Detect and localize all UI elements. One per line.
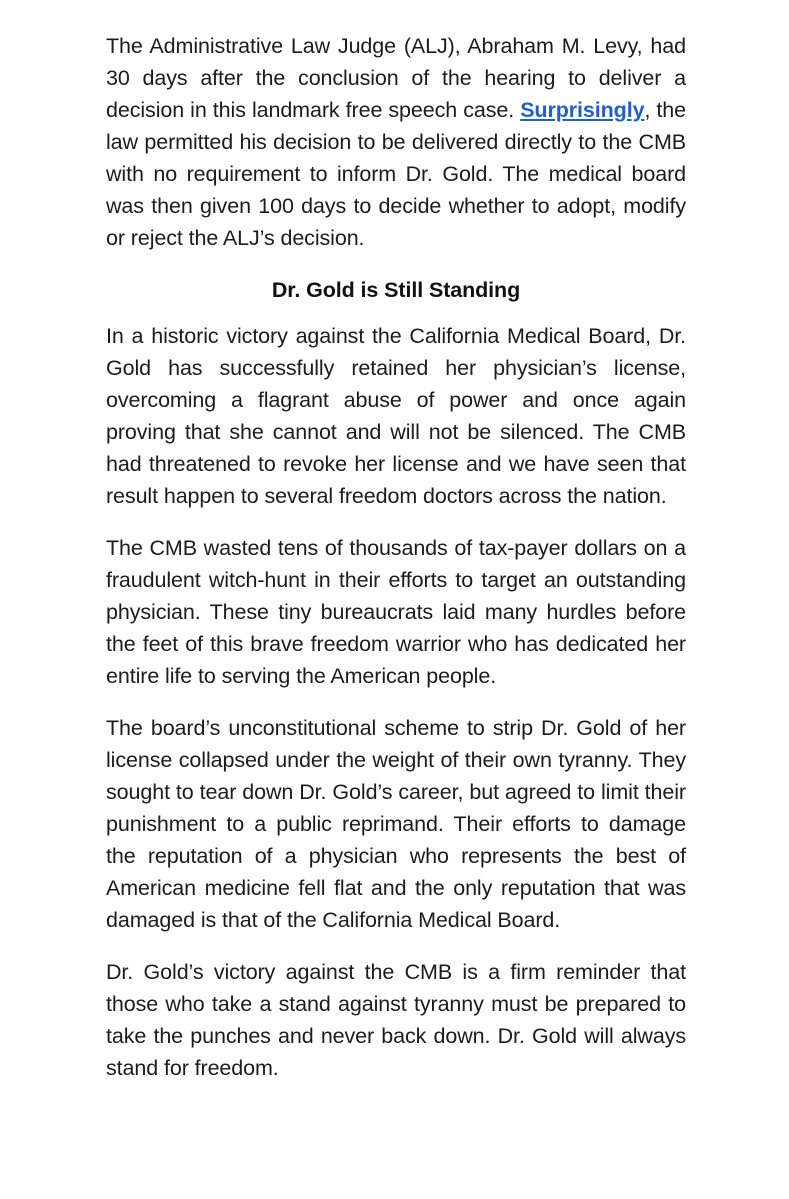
section-heading: Dr. Gold is Still Standing bbox=[271, 278, 521, 302]
paragraph-alj-decision bbox=[106, 30, 686, 254]
paragraph-firm-reminder: Dr. Gold’s victory against the CMB is a firm reminder that those who take a stand against tyranny must be prepared to take the punches and never back down. Dr. Gold will always stand for freedom. bbox=[106, 960, 686, 1080]
paragraph-text: The Administrative Law Judge (ALJ), Abraham M. Levy, had 30 days after the conclusion of the hearing to deliver a decision in this landmark free speech case. bbox=[106, 34, 686, 122]
paragraph-cmb-wasted: The CMB wasted tens of thousands of tax-payer dollars on a fraudulent witch-hunt in their efforts to target an outstanding physician. These tiny bureaucrats laid many hurdles before the feet of this brave freedom warrior who has dedicated her entire life to serving the American people. bbox=[106, 536, 686, 688]
article-body bbox=[106, 30, 686, 1104]
paragraph-text: , the law permitted his decision to be delivered directly to the CMB with no requirement to inform Dr. Gold. The medical board was then given 100 days to decide whether to adopt, modify or reject the ALJ’s decision. bbox=[106, 98, 686, 250]
surprisingly-link[interactable]: Surprisingly bbox=[520, 98, 645, 122]
paragraph-board-scheme: The board’s unconstitutional scheme to strip Dr. Gold of her license collapsed under the weight of their own tyranny. They sought to tear down Dr. Gold’s career, but agreed to limit their punishment to a public reprimand. Their efforts to damage the reputation of a physician who represents the best of American medicine fell flat and the only reputation that was damaged is that of the California Medical Board. bbox=[106, 716, 686, 932]
paragraph-historic-victory: In a historic victory against the California Medical Board, Dr. Gold has successfully retained her physician’s license, overcoming a flagrant abuse of power and once again proving that she cannot and will not be silenced. The CMB had threatened to revoke her license and we have seen that result happen to several freedom doctors across the nation. bbox=[106, 324, 686, 508]
